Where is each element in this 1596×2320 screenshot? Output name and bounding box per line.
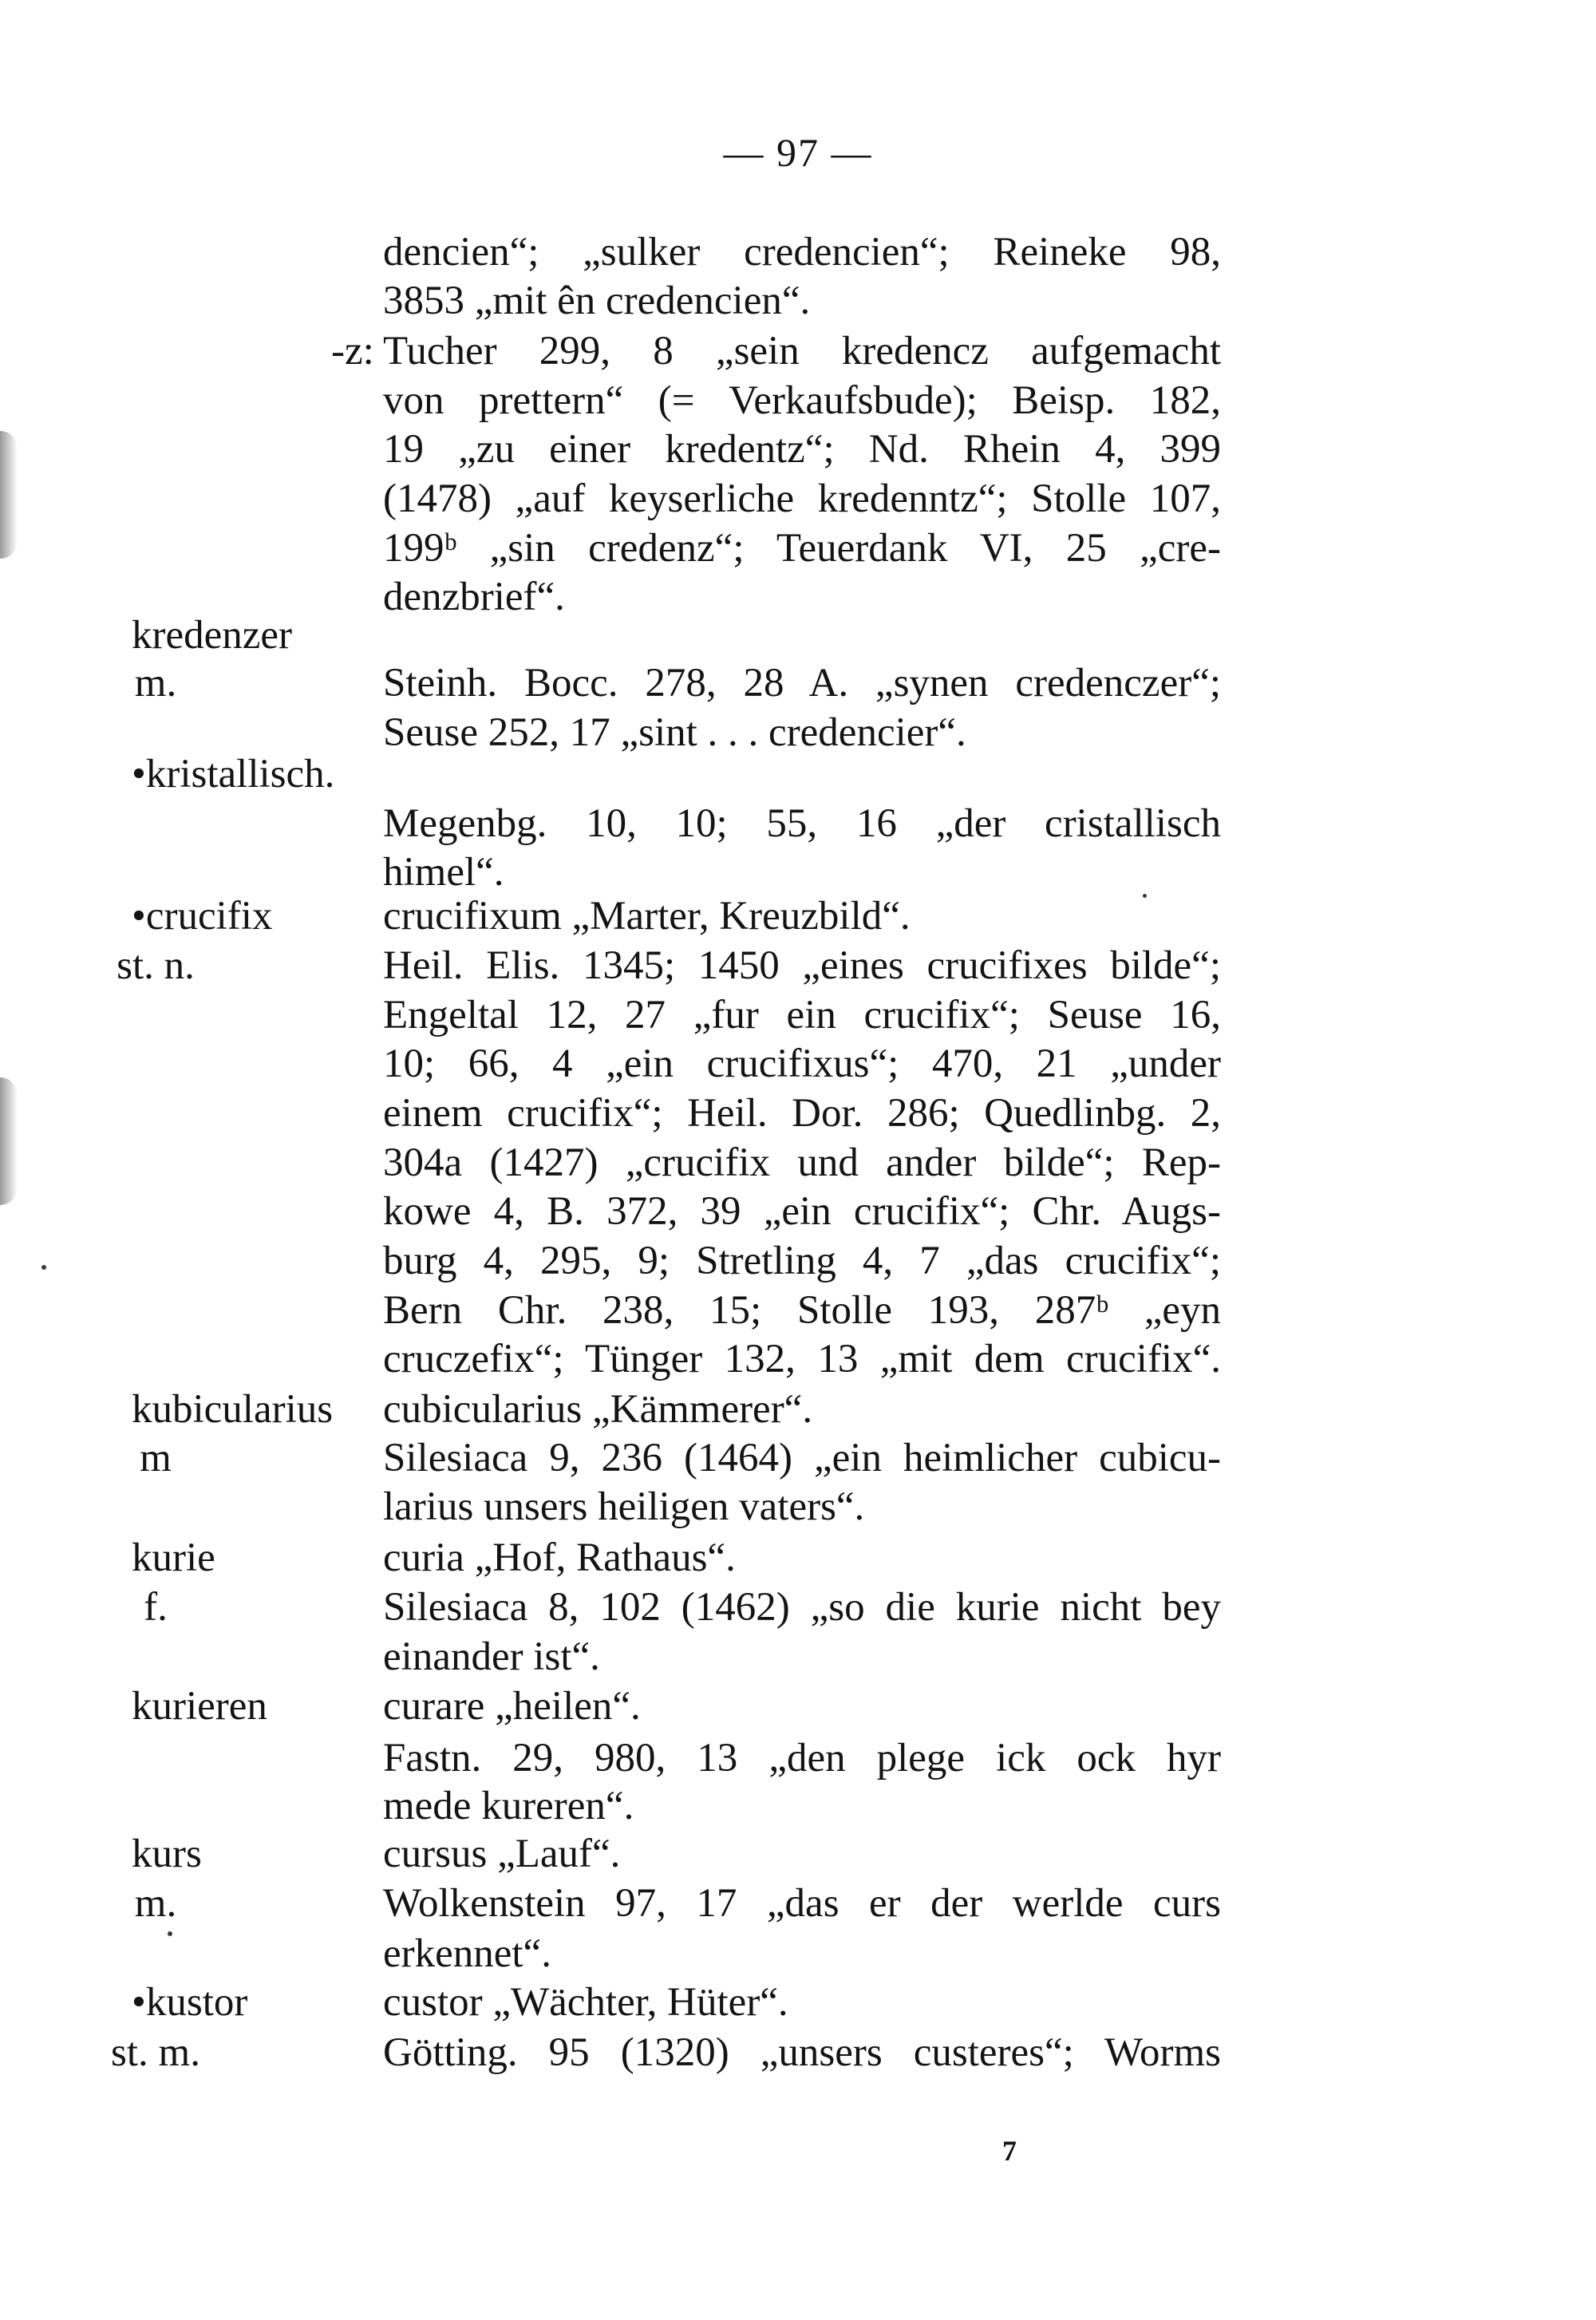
entry-line: erkennet“. [383,1931,551,1976]
entry-line: 199ᵇ „sin credenz“; Teuerdank VI, 25 „cre- [383,526,1221,571]
entry-line: 10; 66, 4 „ein crucifixus“; 470, 21 „under [383,1041,1221,1086]
entry-line: curia „Hof, Rathaus“. [383,1535,736,1580]
entry-line: cruczefix“; Tünger 132, 13 „mit dem crucifix“. [383,1337,1221,1381]
entry-line: crucifixum „Marter, Kreuzbild“. [383,894,911,939]
entry-line: Wolkenstein 97, 17 „das er der werlde curs [383,1881,1221,1926]
scan-speck [41,1265,46,1270]
entry-lemma: •kristallisch. [132,752,335,796]
entry-line: Seuse 252, 17 „sint . . . credencier“. [383,710,966,755]
entry-line: cubicularius „Kämmerer“. [383,1387,813,1432]
entry-line: Silesiaca 8, 102 (1462) „so die kurie nicht bey [383,1585,1221,1630]
entry-line: von prettern“ (= Verkaufsbude); Beisp. 182, [383,378,1221,423]
entry-line: Bern Chr. 238, 15; Stolle 193, 287ᵇ „eyn [383,1288,1221,1333]
entry-grammar: st. m. [111,2030,200,2075]
entry-line: custor „Wächter, Hüter“. [383,1980,788,2025]
scan-speck [1143,894,1147,898]
entry-line: 19 „zu einer kredentz“; Nd. Rhein 4, 399 [383,427,1221,472]
entry-line: (1478) „auf keyserliche kredenntz“; Stolle 107, [383,476,1221,521]
entry-line: curare „heilen“. [383,1684,641,1729]
entry-line: Heil. Elis. 1345; 1450 „eines crucifixes bilde“; [383,943,1221,988]
signature-mark: 7 [1002,2135,1017,2167]
entry-line: denzbrief“. [383,575,565,619]
entry-line: Fastn. 29, 980, 13 „den plege ick ock hyr [383,1736,1221,1781]
entry-line: dencien“; „sulker credencien“; Reineke 98, [383,230,1221,275]
entry-grammar: m. [134,661,177,705]
page-number: — 97 — [723,130,873,175]
entry-grammar: m [140,1436,172,1480]
entry-lemma: kurie [132,1535,215,1580]
entry-line: 3853 „mit ên credencien“. [383,279,811,323]
entry-line: mede kureren“. [383,1784,634,1828]
entry-line: Silesiaca 9, 236 (1464) „ein heimlicher cubicu- [383,1436,1221,1480]
entry-line: larius unsers heiligen vaters“. [383,1484,865,1529]
entry-grammar: st. n. [117,943,195,988]
entry-line: himel“. [383,850,504,895]
entry-line: Steinh. Bocc. 278, 28 A. „synen credenczer“; [383,661,1221,705]
entry-line: burg 4, 295, 9; Stretling 4, 7 „das crucifix“; [383,1239,1221,1283]
entry-grammar: f. [144,1585,168,1630]
entry-suffix: -z: [331,329,374,373]
scan-edge-shadow [0,1077,18,1205]
entry-lemma: kurieren [132,1684,267,1729]
entry-line: Engeltal 12, 27 „fur ein crucifix“; Seuse 16, [383,993,1221,1037]
scan-speck [168,1931,172,1936]
entry-line: Götting. 95 (1320) „unsers custeres“; Worms [383,2030,1221,2075]
entry-lemma: kubicularius [132,1387,334,1432]
entry-line: kowe 4, B. 372, 39 „ein crucifix“; Chr. Augs- [383,1189,1221,1234]
entry-line: Tucher 299, 8 „sein kredencz aufgemacht [383,329,1221,373]
entry-lemma: •crucifix [132,894,273,939]
entry-grammar: m. [134,1881,177,1926]
entry-line: Megenbg. 10, 10; 55, 16 „der cristallisch [383,801,1221,846]
entry-line: cursus „Lauf“. [383,1832,621,1876]
entry-line: einem crucifix“; Heil. Dor. 286; Quedlinbg. 2, [383,1091,1221,1136]
entry-line: einander ist“. [383,1634,600,1679]
entry-lemma: kurs [132,1832,202,1876]
scan-edge-shadow [0,431,18,559]
entry-lemma: kredenzer [132,613,293,658]
entry-line: 304a (1427) „crucifix und ander bilde“; Rep- [383,1140,1221,1185]
entry-lemma: •kustor [132,1980,248,2025]
